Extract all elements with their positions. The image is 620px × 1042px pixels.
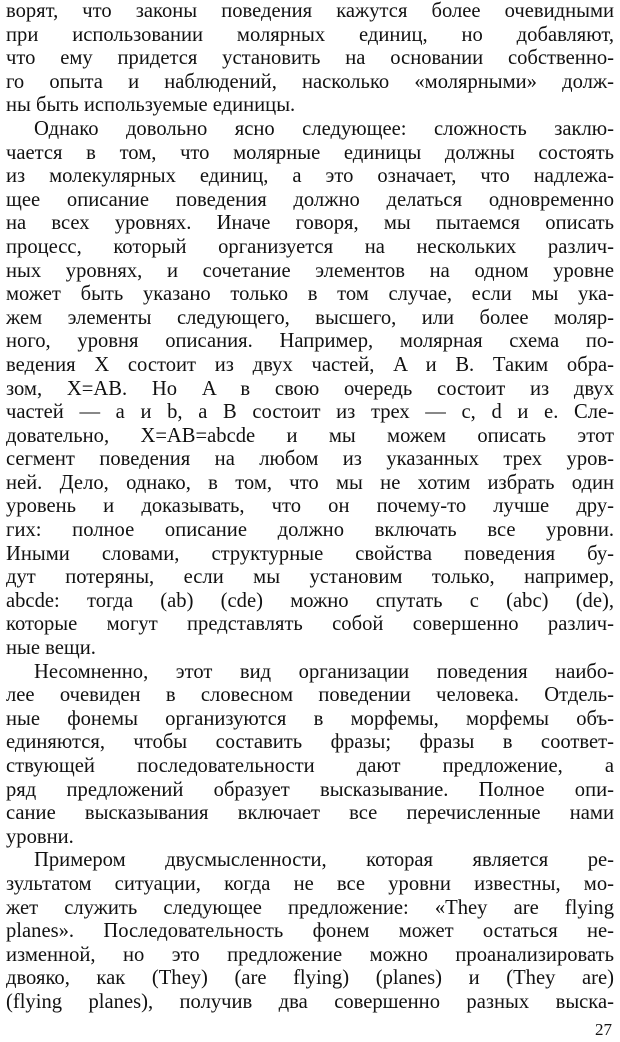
text-line: Несомненно, этот вид организации поведения наибо-	[34, 660, 614, 683]
text-line: ней. Дело, однако, в том, что мы не хотим избрать один	[6, 471, 614, 494]
text-line: (flying planes), получив два совершенно разных выска-	[6, 990, 614, 1013]
text-line: ведения X состоит из двух частей, A и B. Таким обра-	[6, 353, 614, 376]
text-line: изменной, но это предложение можно проанализировать	[6, 943, 614, 966]
text-line: единяются, чтобы составить фразы; фразы в соответ-	[6, 731, 614, 754]
text-line: ворят, что законы поведения кажутся более очевидными	[6, 0, 614, 22]
text-line: Примером двусмысленности, которая является ре-	[34, 849, 614, 872]
text-line: уровни.	[6, 825, 74, 848]
text-line: на всех уровнях. Иначе говоря, мы пытаемся описать	[6, 212, 614, 235]
text-line: сание высказывания включает все перечисленные нами	[6, 802, 614, 825]
text-line: жем элементы следующего, высшего, или более моляр-	[6, 306, 614, 329]
text-line: Иными словами, структурные свойства поведения бу-	[6, 542, 614, 565]
text-line: которые могут представлять собой совершенно различ-	[6, 613, 614, 636]
text-line: жет служить следующее предложение: «They are flying	[6, 896, 614, 919]
text-line: частей — a и b, а B состоит из трех — c, d и e. Сле-	[6, 401, 614, 424]
text-line: ствующей последовательности дают предложение, а	[6, 755, 614, 777]
paragraph-1	[6, 0, 614, 118]
text-line: из молекулярных единиц, а это означает, что надлежа-	[6, 165, 614, 188]
text-line: planes». Последовательность фонем может остаться не-	[6, 920, 614, 943]
text-line: что ему придется установить на основании собственно-	[6, 47, 614, 70]
text-line: может быть указано только в том случае, если мы ука-	[6, 283, 614, 306]
text-line: довательно, X=AB=abcde и мы можем описать этот	[6, 424, 614, 447]
paragraph-3	[6, 661, 614, 850]
paragraph-2	[6, 118, 614, 661]
text-line: ряд предложений образует высказывание. Полное опи-	[6, 778, 614, 801]
paragraph-4	[6, 849, 614, 1014]
text-line: ны быть используемые единицы.	[6, 94, 296, 117]
text-line: ного, уровня описания. Например, молярная схема по-	[6, 330, 614, 353]
text-line: щее описание поведения должно делаться одновременно	[6, 188, 614, 211]
text-line: зом, X=AB. Но A в свою очередь состоит из двух	[6, 377, 614, 400]
text-line: двояко, как (They) (are flying) (planes) и (They are)	[6, 967, 614, 990]
text-line: лее очевиден в словесном поведении человека. Отдель-	[6, 684, 614, 707]
text-line: Однако довольно ясно следующее: сложность заклю-	[34, 117, 614, 140]
text-line: гих: полное описание должно включать все уровни.	[6, 519, 614, 542]
text-line: сегмент поведения на любом из указанных трех уров-	[6, 448, 614, 471]
text-line: чается в том, что молярные единицы должны состоять	[6, 141, 614, 164]
text-line: процесс, который организуется на нескольких различ-	[6, 235, 614, 258]
page-number: 27	[595, 1020, 612, 1039]
text-line: при использовании молярных единиц, но добавляют,	[6, 23, 614, 46]
text-line: го опыта и наблюдений, насколько «молярными» долж-	[6, 70, 614, 93]
text-line: уровень и доказывать, что он почему-то лучше дру-	[6, 495, 614, 518]
text-line: ные вещи.	[6, 637, 96, 660]
text-line: ные фонемы организуются в морфемы, морфемы объ-	[6, 707, 614, 730]
text-line: abcde: тогда (ab) (cde) можно спутать с (abc) (de),	[6, 589, 614, 612]
text-line: ных уровнях, и сочетание элементов на одном уровне	[6, 259, 614, 282]
text-line: дут потеряны, если мы установим только, например,	[6, 566, 614, 589]
text-line: зультатом ситуации, когда не все уровни известны, мо-	[6, 872, 614, 895]
